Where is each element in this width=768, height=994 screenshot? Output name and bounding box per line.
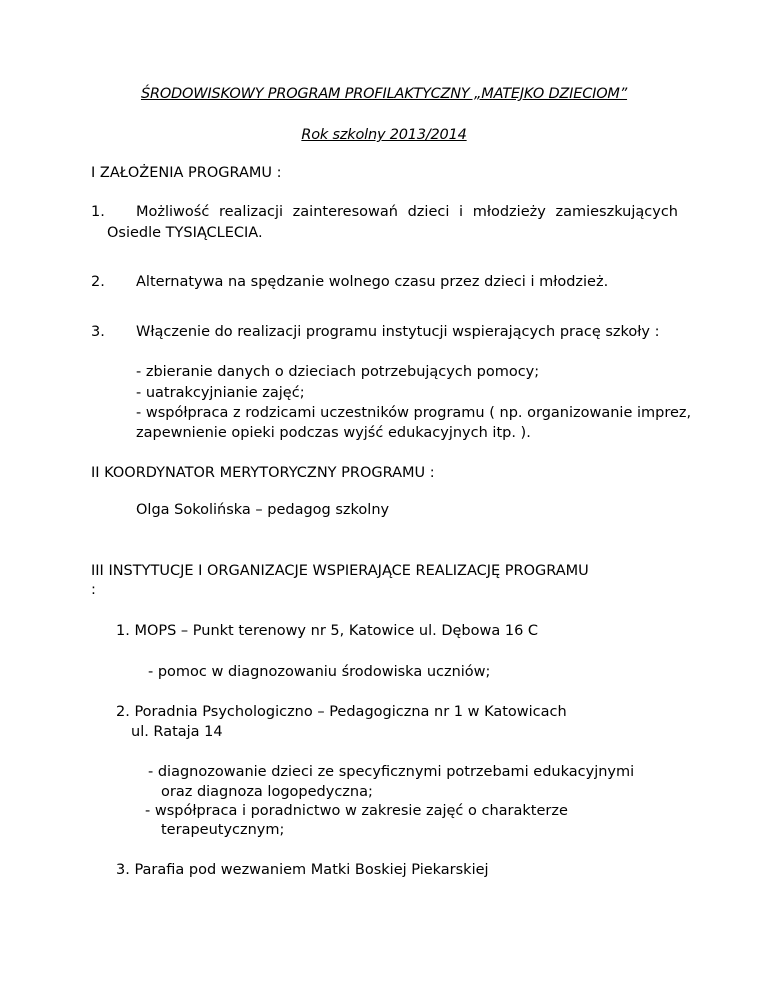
section2-heading: II KOORDYNATOR MERYTORYCZNY PROGRAMU : (91, 465, 435, 481)
bullet-item-cont: zapewnienie opieki podczas wyjść edukacyjnych itp. ). (136, 425, 531, 441)
coordinator-name: Olga Sokolińska – pedagog szkolny (136, 502, 390, 518)
list-item-number: 3. (91, 324, 105, 340)
institution-note: - pomoc w diagnozowaniu środowiska uczniów; (148, 664, 491, 680)
institution-note-cont: terapeutycznym; (161, 822, 285, 838)
institution-item: 1. MOPS – Punkt terenowy nr 5, Katowice ul. Dębowa 16 C (116, 623, 539, 639)
list-item-number: 1. (91, 204, 105, 220)
section1-heading: I ZAŁOŻENIA PROGRAMU : (91, 165, 282, 181)
document-title: ŚRODOWISKOWY PROGRAM PROFILAKTYCZNY „MATEJKO DZIECIOM” (140, 86, 628, 102)
institution-note: - współpraca i poradnictwo w zakresie zajęć o charakterze (145, 803, 568, 819)
institution-item: 3. Parafia pod wezwaniem Matki Boskiej Piekarskiej (116, 862, 489, 878)
list-item-text: Alternatywa na spędzanie wolnego czasu przez dzieci i młodzież. (136, 274, 609, 290)
list-item-text: Włączenie do realizacji programu instytucji wspierających pracę szkoły : (136, 324, 660, 340)
bullet-item: - współpraca z rodzicami uczestników programu ( np. organizowanie imprez, (136, 405, 692, 421)
document-subtitle: Rok szkolny 2013/2014 (301, 127, 467, 143)
list-item-text-cont: Osiedle TYSIĄCLECIA. (107, 225, 263, 241)
institution-note: - diagnozowanie dzieci ze specyficznymi potrzebami edukacyjnymi (148, 764, 635, 780)
institution-item: 2. Poradnia Psychologiczno – Pedagogiczna nr 1 w Katowicach (116, 704, 567, 720)
bullet-item: - uatrakcyjnianie zajęć; (136, 385, 305, 401)
section3-heading-cont: : (91, 582, 96, 598)
list-item-text: Możliwość realizacji zainteresowań dzieci i młodzieży zamieszkujących (136, 204, 678, 220)
institution-note-cont: oraz diagnoza logopedyczna; (161, 784, 373, 800)
section3-heading: III INSTYTUCJE I ORGANIZACJE WSPIERAJĄCE REALIZACJĘ PROGRAMU (91, 563, 589, 579)
bullet-item: - zbieranie danych o dzieciach potrzebujących pomocy; (136, 364, 540, 380)
list-item-number: 2. (91, 274, 105, 290)
institution-address: ul. Rataja 14 (131, 724, 223, 740)
